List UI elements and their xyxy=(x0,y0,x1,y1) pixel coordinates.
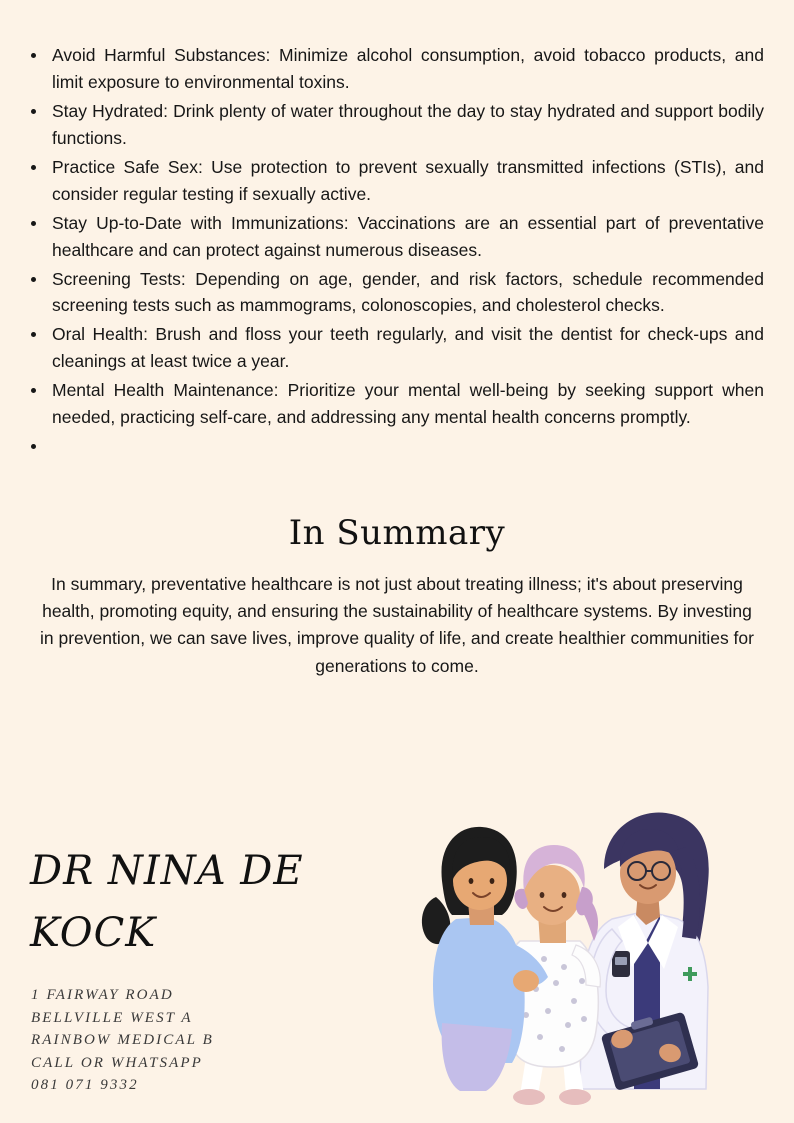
list-item: Screening Tests: Depending on age, gender, and risk factors, schedule recommended screening tests such as mammograms, colonoscopies, and cholesterol checks. xyxy=(52,266,764,320)
address-line: 1 FAIRWAY ROAD xyxy=(31,987,174,1003)
list-item: Avoid Harmful Substances: Minimize alcohol consumption, avoid tobacco products, and limit exposure to environmental toxins. xyxy=(52,42,764,96)
address-block xyxy=(31,984,214,1097)
address-line: BELLVILLE WEST A xyxy=(31,1009,193,1026)
doctor-name: DR NINA DE KOCK xyxy=(30,848,304,956)
list-item: Practice Safe Sex: Use protection to prevent sexually transmitted infections (STIs), and consider regular testing if sexually active. xyxy=(52,154,764,208)
address-line: RAINBOW MEDICAL B xyxy=(31,1032,214,1048)
list-item: Mental Health Maintenance: Prioritize your mental well-being by seeking support when needed, practicing self-care, and addressing any mental health concerns promptly. xyxy=(52,377,764,431)
list-item: Stay Up-to-Date with Immunizations: Vaccinations are an essential part of preventative healthcare and can protect against numerous diseases. xyxy=(52,210,764,264)
address-line: CALL OR WHATSAPP xyxy=(31,1054,203,1071)
summary-heading: In Summary xyxy=(288,513,506,554)
list-item: Stay Hydrated: Drink plenty of water throughout the day to stay hydrated and support bodily functions. xyxy=(52,98,764,152)
health-tips-list xyxy=(0,0,794,455)
list-item-empty xyxy=(52,433,764,455)
doctor-with-patients-illustration xyxy=(416,791,736,1107)
summary-paragraph: In summary, preventative healthcare is not just about treating illness; it's about preserving health, promoting equity, and ensuring the sustainability of healthcare systems. By investing in prevention, we can save lives, improve quality of life, and create healthier communities for generations to come. xyxy=(40,574,754,676)
list-item: Oral Health: Brush and floss your teeth regularly, and visit the dentist for check-ups and cleanings at least twice a year. xyxy=(52,321,764,375)
phone-number: 081 071 9332 xyxy=(31,1077,139,1093)
footer xyxy=(0,778,794,1123)
